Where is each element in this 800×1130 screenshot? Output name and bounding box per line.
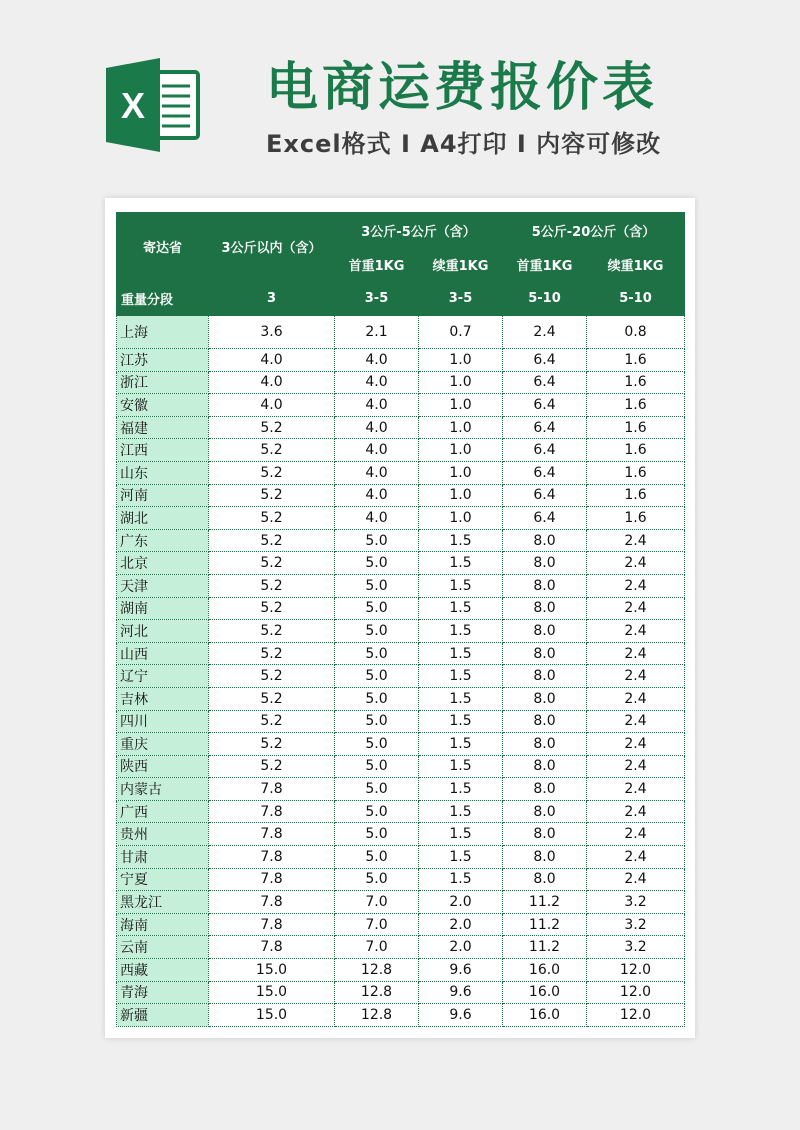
price-cell: 2.1 [335, 316, 419, 349]
price-cell: 1.0 [419, 371, 503, 394]
price-cell: 2.4 [587, 800, 685, 823]
price-cell: 11.2 [503, 913, 587, 936]
price-cell: 1.5 [419, 800, 503, 823]
price-cell: 4.0 [335, 507, 419, 530]
price-cell: 1.6 [587, 507, 685, 530]
price-cell: 12.0 [587, 1004, 685, 1027]
price-cell: 0.7 [419, 316, 503, 349]
table-row [117, 755, 685, 778]
price-cell: 0.8 [587, 316, 685, 349]
price-cell: 15.0 [209, 981, 335, 1004]
price-cell: 4.0 [209, 394, 335, 417]
table-row [117, 597, 685, 620]
price-cell: 6.4 [503, 349, 587, 372]
province-cell: 山西 [117, 642, 209, 665]
price-cell: 8.0 [503, 687, 587, 710]
price-cell: 1.6 [587, 371, 685, 394]
price-cell: 2.4 [587, 846, 685, 869]
table-row [117, 687, 685, 710]
header-province: 寄达省 [117, 213, 209, 281]
price-cell: 7.8 [209, 891, 335, 914]
price-cell: 8.0 [503, 800, 587, 823]
province-cell: 重庆 [117, 733, 209, 756]
table-row [117, 778, 685, 801]
table-row [117, 439, 685, 462]
price-cell: 2.0 [419, 936, 503, 959]
price-cell: 5.2 [209, 733, 335, 756]
price-cell: 5.2 [209, 529, 335, 552]
price-cell: 12.0 [587, 981, 685, 1004]
price-cell: 11.2 [503, 936, 587, 959]
price-cell: 5.0 [335, 733, 419, 756]
price-cell: 6.4 [503, 439, 587, 462]
table-row [117, 959, 685, 982]
province-cell: 浙江 [117, 371, 209, 394]
excel-logo-icon [106, 58, 202, 152]
table-row [117, 868, 685, 891]
price-cell: 5.0 [335, 800, 419, 823]
price-cell: 1.5 [419, 620, 503, 643]
price-cell: 4.0 [335, 394, 419, 417]
price-cell: 6.4 [503, 416, 587, 439]
province-cell: 上海 [117, 316, 209, 349]
price-cell: 1.6 [587, 439, 685, 462]
province-cell: 贵州 [117, 823, 209, 846]
price-cell: 9.6 [419, 981, 503, 1004]
table-row [117, 371, 685, 394]
price-cell: 5.0 [335, 597, 419, 620]
price-cell: 1.5 [419, 778, 503, 801]
price-cell: 8.0 [503, 620, 587, 643]
price-cell: 5.2 [209, 507, 335, 530]
price-cell: 5.0 [335, 687, 419, 710]
price-cell: 1.5 [419, 529, 503, 552]
province-cell: 辽宁 [117, 665, 209, 688]
price-cell: 8.0 [503, 778, 587, 801]
price-cell: 5.0 [335, 529, 419, 552]
province-cell: 江西 [117, 439, 209, 462]
province-cell: 江苏 [117, 349, 209, 372]
header-segment: 5-10 [587, 281, 685, 316]
price-cell: 5.2 [209, 620, 335, 643]
price-cell: 1.0 [419, 394, 503, 417]
table-row [117, 710, 685, 733]
price-cell: 8.0 [503, 529, 587, 552]
price-cell: 7.8 [209, 913, 335, 936]
price-cell: 7.8 [209, 846, 335, 869]
price-cell: 8.0 [503, 642, 587, 665]
header-extra-weight-5to20: 续重1KG [587, 248, 685, 281]
table-row [117, 484, 685, 507]
table-row [117, 529, 685, 552]
price-cell: 1.5 [419, 642, 503, 665]
table-row [117, 574, 685, 597]
price-cell: 8.0 [503, 733, 587, 756]
price-cell: 1.6 [587, 349, 685, 372]
price-cell: 5.2 [209, 642, 335, 665]
price-cell: 5.0 [335, 552, 419, 575]
price-cell: 7.0 [335, 913, 419, 936]
price-cell: 16.0 [503, 959, 587, 982]
price-cell: 15.0 [209, 959, 335, 982]
price-cell: 1.0 [419, 461, 503, 484]
price-cell: 5.2 [209, 439, 335, 462]
price-cell: 7.8 [209, 778, 335, 801]
header-group-3to5: 3公斤-5公斤（含） [335, 213, 503, 248]
page-subtitle: Excel格式 I A4打印 I 内容可修改 [266, 130, 662, 158]
price-cell: 5.2 [209, 597, 335, 620]
price-cell: 3.6 [209, 316, 335, 349]
province-cell: 河南 [117, 484, 209, 507]
price-cell: 2.4 [587, 597, 685, 620]
province-cell: 吉林 [117, 687, 209, 710]
table-row [117, 416, 685, 439]
price-cell: 6.4 [503, 394, 587, 417]
price-cell: 2.4 [587, 665, 685, 688]
price-cell: 2.4 [587, 710, 685, 733]
price-cell: 2.0 [419, 913, 503, 936]
price-cell: 2.4 [587, 529, 685, 552]
price-cell: 8.0 [503, 597, 587, 620]
price-cell: 12.8 [335, 981, 419, 1004]
price-cell: 2.4 [503, 316, 587, 349]
province-cell: 山东 [117, 461, 209, 484]
province-cell: 新疆 [117, 1004, 209, 1027]
header-first-weight-3to5: 首重1KG [335, 248, 419, 281]
price-cell: 5.2 [209, 687, 335, 710]
freight-table [116, 212, 685, 1027]
price-cell: 8.0 [503, 552, 587, 575]
price-cell: 4.0 [335, 371, 419, 394]
table-row [117, 1004, 685, 1027]
table-row [117, 846, 685, 869]
price-cell: 4.0 [335, 484, 419, 507]
price-cell: 5.0 [335, 846, 419, 869]
province-cell: 广东 [117, 529, 209, 552]
price-cell: 1.6 [587, 416, 685, 439]
price-cell: 12.8 [335, 1004, 419, 1027]
price-cell: 5.0 [335, 642, 419, 665]
price-cell: 1.5 [419, 733, 503, 756]
price-cell: 1.5 [419, 665, 503, 688]
price-cell: 1.5 [419, 823, 503, 846]
province-cell: 安徽 [117, 394, 209, 417]
price-cell: 2.4 [587, 778, 685, 801]
province-cell: 云南 [117, 936, 209, 959]
table-row [117, 936, 685, 959]
price-cell: 15.0 [209, 1004, 335, 1027]
price-cell: 1.5 [419, 710, 503, 733]
header-segment: 3-5 [419, 281, 503, 316]
province-cell: 福建 [117, 416, 209, 439]
table-row [117, 349, 685, 372]
table-row [117, 461, 685, 484]
table-row [117, 823, 685, 846]
table-row [117, 620, 685, 643]
price-cell: 2.4 [587, 574, 685, 597]
header-segment: 5-10 [503, 281, 587, 316]
province-cell: 青海 [117, 981, 209, 1004]
price-cell: 5.2 [209, 416, 335, 439]
price-cell: 6.4 [503, 461, 587, 484]
price-cell: 1.0 [419, 416, 503, 439]
price-cell: 7.8 [209, 936, 335, 959]
price-cell: 8.0 [503, 846, 587, 869]
price-cell: 12.8 [335, 959, 419, 982]
price-cell: 5.0 [335, 665, 419, 688]
header-segment-label: 重量分段 [117, 281, 209, 316]
price-cell: 4.0 [209, 349, 335, 372]
price-cell: 7.8 [209, 868, 335, 891]
price-cell: 2.4 [587, 552, 685, 575]
table-row [117, 642, 685, 665]
header-segment: 3-5 [335, 281, 419, 316]
price-cell: 12.0 [587, 959, 685, 982]
table-row [117, 800, 685, 823]
price-cell: 1.6 [587, 484, 685, 507]
price-cell: 6.4 [503, 507, 587, 530]
price-cell: 5.0 [335, 868, 419, 891]
province-cell: 甘肃 [117, 846, 209, 869]
price-cell: 5.0 [335, 778, 419, 801]
price-cell: 4.0 [209, 371, 335, 394]
price-cell: 1.5 [419, 597, 503, 620]
header-extra-weight-3to5: 续重1KG [419, 248, 503, 281]
price-cell: 5.2 [209, 665, 335, 688]
price-cell: 1.0 [419, 484, 503, 507]
table-row [117, 394, 685, 417]
price-cell: 5.2 [209, 461, 335, 484]
price-cell: 1.6 [587, 461, 685, 484]
table-row [117, 981, 685, 1004]
table-row [117, 891, 685, 914]
price-cell: 8.0 [503, 823, 587, 846]
price-cell: 8.0 [503, 710, 587, 733]
price-cell: 7.8 [209, 800, 335, 823]
price-cell: 5.0 [335, 620, 419, 643]
header-first-weight-5to20: 首重1KG [503, 248, 587, 281]
price-cell: 1.5 [419, 868, 503, 891]
price-cell: 5.0 [335, 574, 419, 597]
price-cell: 1.6 [587, 394, 685, 417]
province-cell: 湖北 [117, 507, 209, 530]
price-cell: 16.0 [503, 1004, 587, 1027]
price-cell: 1.5 [419, 552, 503, 575]
table-row [117, 733, 685, 756]
province-cell: 湖南 [117, 597, 209, 620]
price-cell: 1.0 [419, 507, 503, 530]
price-cell: 3.2 [587, 913, 685, 936]
province-cell: 北京 [117, 552, 209, 575]
table-row [117, 507, 685, 530]
price-cell: 5.2 [209, 552, 335, 575]
page-title: 电商运费报价表 [266, 58, 659, 118]
price-cell: 7.0 [335, 891, 419, 914]
price-cell: 5.0 [335, 823, 419, 846]
price-cell: 5.2 [209, 484, 335, 507]
price-cell: 7.8 [209, 823, 335, 846]
price-cell: 2.4 [587, 733, 685, 756]
price-cell: 1.5 [419, 846, 503, 869]
price-cell: 1.5 [419, 574, 503, 597]
price-cell: 2.4 [587, 687, 685, 710]
price-cell: 2.4 [587, 823, 685, 846]
price-cell: 3.2 [587, 891, 685, 914]
price-cell: 11.2 [503, 891, 587, 914]
price-cell: 8.0 [503, 665, 587, 688]
price-cell: 1.0 [419, 349, 503, 372]
price-cell: 4.0 [335, 439, 419, 462]
price-cell: 5.2 [209, 710, 335, 733]
province-cell: 宁夏 [117, 868, 209, 891]
price-cell: 6.4 [503, 484, 587, 507]
price-cell: 2.4 [587, 755, 685, 778]
price-cell: 8.0 [503, 755, 587, 778]
header-segment: 3 [209, 281, 335, 316]
province-cell: 内蒙古 [117, 778, 209, 801]
table-row [117, 913, 685, 936]
price-cell: 1.5 [419, 755, 503, 778]
price-cell: 7.0 [335, 936, 419, 959]
price-cell: 5.2 [209, 574, 335, 597]
price-cell: 4.0 [335, 349, 419, 372]
price-cell: 1.0 [419, 439, 503, 462]
province-cell: 西藏 [117, 959, 209, 982]
price-cell: 2.4 [587, 868, 685, 891]
province-cell: 河北 [117, 620, 209, 643]
price-cell: 3.2 [587, 936, 685, 959]
table-body [117, 316, 685, 1027]
province-cell: 海南 [117, 913, 209, 936]
province-cell: 黑龙江 [117, 891, 209, 914]
province-cell: 陕西 [117, 755, 209, 778]
logo-letter: X [120, 85, 146, 126]
price-cell: 1.5 [419, 687, 503, 710]
price-cell: 2.0 [419, 891, 503, 914]
price-cell: 4.0 [335, 461, 419, 484]
price-cell: 2.4 [587, 620, 685, 643]
price-cell: 16.0 [503, 981, 587, 1004]
price-cell: 5.0 [335, 755, 419, 778]
price-cell: 9.6 [419, 959, 503, 982]
table-row [117, 552, 685, 575]
price-cell: 8.0 [503, 574, 587, 597]
price-cell: 9.6 [419, 1004, 503, 1027]
table-row [117, 316, 685, 349]
header-within3: 3公斤以内（含） [209, 213, 335, 281]
price-cell: 4.0 [335, 416, 419, 439]
table-row [117, 665, 685, 688]
price-cell: 8.0 [503, 868, 587, 891]
price-cell: 5.2 [209, 755, 335, 778]
price-cell: 2.4 [587, 642, 685, 665]
province-cell: 四川 [117, 710, 209, 733]
province-cell: 天津 [117, 574, 209, 597]
header-group-5to20: 5公斤-20公斤（含） [503, 213, 685, 248]
province-cell: 广西 [117, 800, 209, 823]
price-cell: 6.4 [503, 371, 587, 394]
price-cell: 5.0 [335, 710, 419, 733]
